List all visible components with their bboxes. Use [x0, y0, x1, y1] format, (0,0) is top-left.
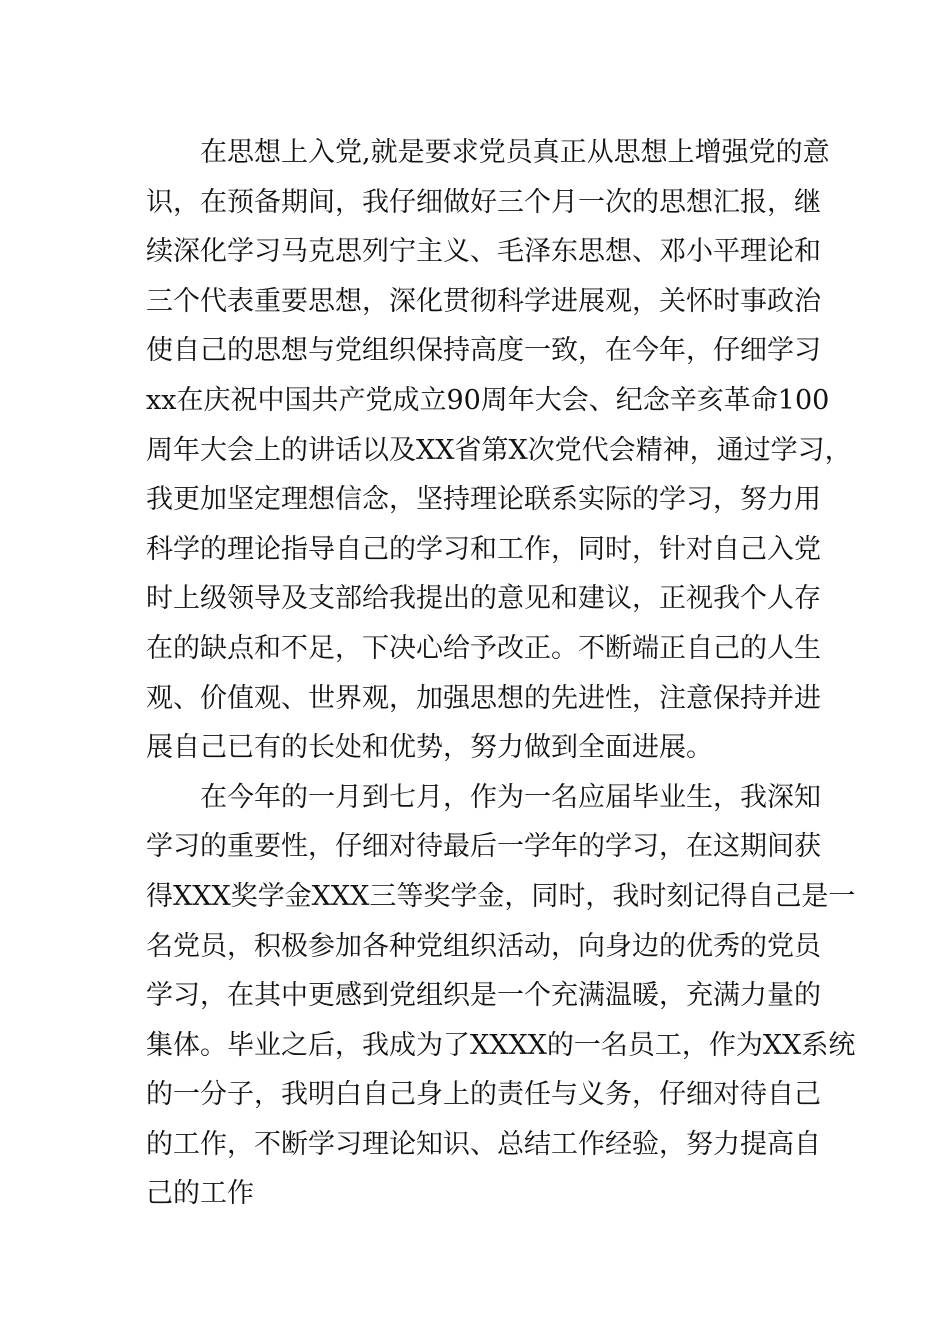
paragraph-1: [146, 128, 852, 773]
text-line: xx在庆祝中国共产党成立90周年大会、纪念辛亥革命100: [146, 384, 830, 416]
text-line: 集体。毕业之后，我成为了XXXX的一名员工，作为XX系统: [146, 1029, 856, 1061]
text-line: 己的工作: [146, 1178, 254, 1210]
text-line: 科学的理论指导自己的学习和工作，同时，针对自己入党: [146, 533, 821, 565]
text-line: 学习，在其中更感到党组织是一个充满温暖，充满力量的: [146, 980, 821, 1012]
document-body: [146, 128, 856, 1219]
text-line: 周年大会上的讲话以及XX省第X次党代会精神，通过学习，: [146, 434, 852, 466]
text-line: 在的缺点和不足，下决心给予改正。不断端正自己的人生: [146, 632, 821, 664]
text-line: 时上级领导及支部给我提出的意见和建议，正视我个人存: [146, 583, 821, 615]
text-line: 学习的重要性，仔细对待最后一学年的学习，在这期间获: [146, 831, 821, 863]
text-line: 使自己的思想与党组织保持高度一致，在今年，仔细学习: [146, 335, 821, 367]
paragraph-2: [146, 773, 856, 1219]
text-line: 续深化学习马克思列宁主义、毛泽东思想、邓小平理论和: [146, 236, 821, 268]
text-line: 识，在预备期间，我仔细做好三个月一次的思想汇报，继: [146, 186, 821, 218]
text-line: 我更加坚定理想信念，坚持理论联系实际的学习，努力用: [146, 484, 821, 516]
text-line: 名党员，积极参加各种党组织活动，向身边的优秀的党员: [146, 930, 821, 962]
text-line: 的工作，不断学习理论知识、总结工作经验，努力提高自: [146, 1128, 821, 1160]
text-line: 的一分子，我明白自己身上的责任与义务，仔细对待自己: [146, 1079, 821, 1111]
text-line: 在思想上入党,就是要求党员真正从思想上增强党的意: [200, 137, 830, 168]
text-line: 在今年的一月到七月，作为一名应届毕业生，我深知: [200, 781, 821, 813]
text-line: 展自己已有的长处和优势，努力做到全面进展。: [146, 732, 713, 764]
text-line: 得XXX奖学金XXX三等奖学金，同时，我时刻记得自己是一: [146, 880, 856, 912]
text-line: 三个代表重要思想，深化贯彻科学进展观，关怀时事政治: [146, 285, 821, 317]
text-line: 观、价值观、世界观，加强思想的先进性，注意保持并进: [146, 682, 821, 714]
